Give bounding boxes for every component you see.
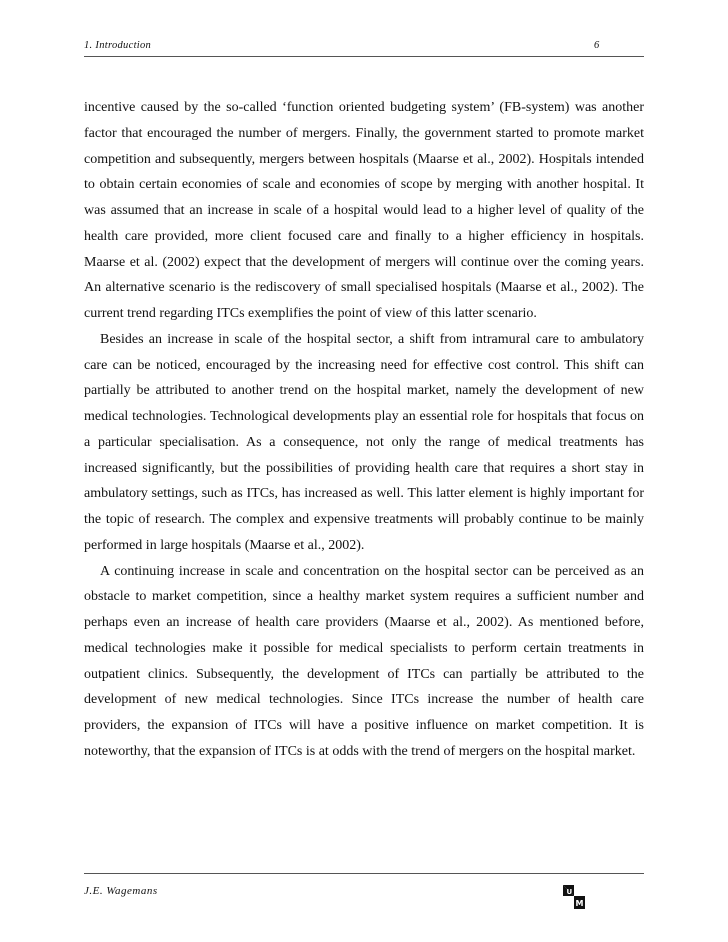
header-page-number: 6: [594, 40, 600, 51]
page-header: [84, 40, 644, 57]
paragraph-3: A continuing increase in scale and concentration on the hospital sector can be perceived as an obstacle to market competition, since a healthy market system requires a sufficient number and perhaps even an increase of health care providers (Maarse et al., 2002). As mentioned before, medical technologies make it possible for medical specialists to perform certain treatments in outpatient clinics. Subsequently, the development of ITCs can partially be attributed to the development of new medical technologies. Since ITCs increase the number of health care providers, the expansion of ITCs will have a positive influence on market competition. It is noteworthy, that the expansion of ITCs is at odds with the trend of mergers on the hospital market.: [84, 563, 644, 759]
page-footer: [84, 873, 644, 914]
university-maastricht-logo-icon: [560, 883, 588, 911]
header-section-title: 1. Introduction: [84, 40, 152, 51]
paragraph-1: incentive caused by the so-called ‘function oriented budgeting system’ (FB-system) was another factor that encouraged the number of mergers. Finally, the government started to promote market competition and subsequently, mergers between hospitals (Maarse et al., 2002). Hospitals intended to obtain certain economies of scale and economies of scope by merging with another hospital. It was assumed that an increase in scale of a hospital would lead to a higher level of quality of the health care provided, more client focused care and finally to a higher efficiency in hospitals. Maarse et al. (2002) expect that the development of mergers will continue over the coming years. An alternative scenario is the rediscovery of small specialised hospitals (Maarse et al., 2002). The current trend regarding ITCs exemplifies the point of view of this latter scenario.: [84, 100, 644, 321]
paragraph-2: Besides an increase in scale of the hospital sector, a shift from intramural care to ambulatory care can be noticed, encouraged by the increasing need for effective cost control. This shift can partially be attributed to another trend on the hospital market, namely the development of new medical technologies. Technological developments play an essential role for hospitals that focus on a particular specialisation. As a consequence, not only the range of medical treatments has increased significantly, but the possibilities of providing health care that requires a short stay in ambulatory settings, such as ITCs, has increased as well. This latter element is highly important for the topic of research. The complex and expensive treatments will probably continue to be mainly performed in large hospitals (Maarse et al., 2002).: [84, 331, 644, 553]
logo-letter-m: M: [575, 899, 584, 908]
logo-letter-u: U: [566, 888, 573, 896]
footer-author: J.E. Wagemans: [84, 885, 158, 897]
body-text: [84, 95, 644, 765]
